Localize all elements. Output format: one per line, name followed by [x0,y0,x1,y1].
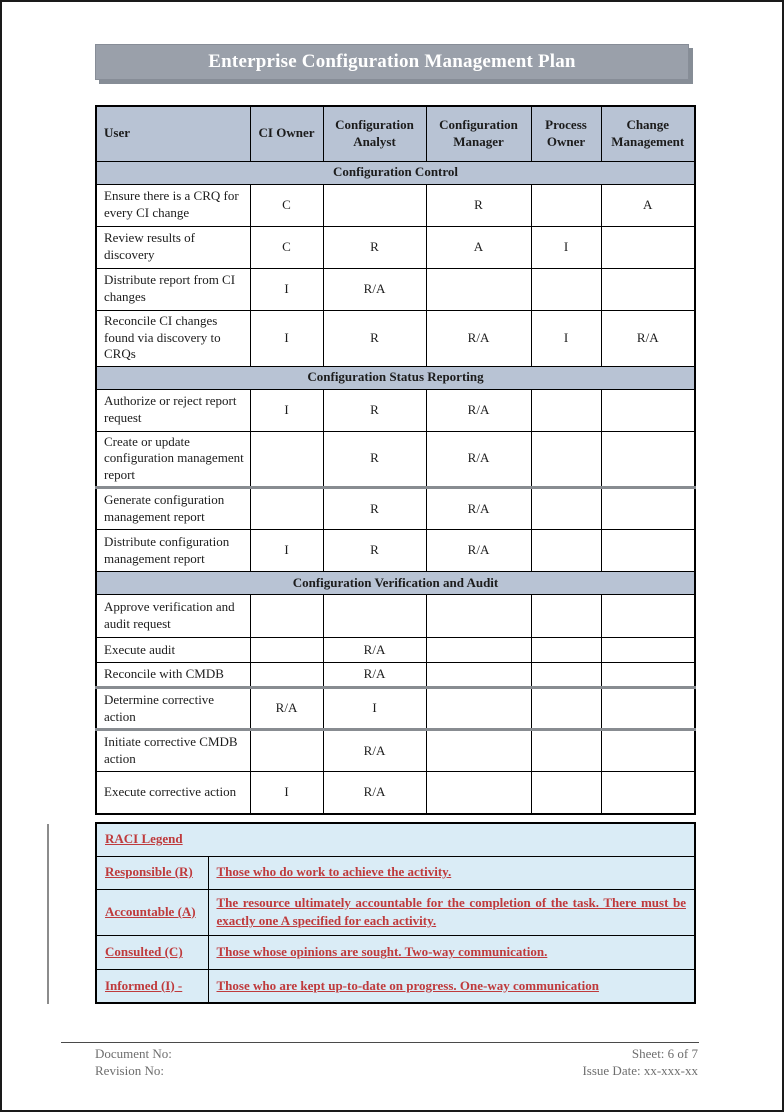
raci-cell [250,595,323,638]
raci-cell: R [323,488,426,530]
raci-cell [426,730,531,772]
legend-term: Responsible (R) [96,856,208,889]
raci-cell [601,268,695,310]
raci-cell: R/A [323,663,426,688]
raci-cell [250,638,323,663]
table-row [96,688,695,730]
raci-cell [426,595,531,638]
table-row [96,638,695,663]
activity-cell: Distribute configuration management report [96,530,250,572]
revision-change-bar [47,824,49,1004]
table-row [96,268,695,310]
raci-cell: I [323,688,426,730]
table-row [96,772,695,814]
legend-term: Accountable (A) [96,889,208,936]
legend-definition: Those who are kept up-to-date on progress. One-way communication [208,970,695,1003]
table-row [96,389,695,431]
raci-cell [531,184,601,226]
raci-cell [531,268,601,310]
raci-cell [250,431,323,488]
section-header-configuration-control [96,161,695,184]
document-title-bar [95,44,689,80]
raci-cell [531,431,601,488]
footer-right [582,1045,699,1079]
column-header-process-owner: Process Owner [531,106,601,161]
page-title: Enterprise Configuration Management Plan [208,51,576,72]
legend-header-row [96,823,695,856]
raci-cell: I [531,310,601,366]
raci-cell [601,730,695,772]
legend-term: Consulted (C) [96,936,208,970]
activity-cell: Ensure there is a CRQ for every CI change [96,184,250,226]
activity-cell: Review results of discovery [96,226,250,268]
raci-cell [531,730,601,772]
legend-row-responsible [96,856,695,889]
legend-row-consulted [96,936,695,970]
column-header-user: User [96,106,250,161]
raci-cell: R [323,389,426,431]
raci-cell [531,663,601,688]
raci-cell [601,688,695,730]
activity-cell: Authorize or reject report request [96,389,250,431]
sheet-number: Sheet: 6 of 7 [631,1046,698,1061]
raci-cell [531,688,601,730]
raci-cell [601,772,695,814]
raci-cell [250,730,323,772]
raci-cell [601,226,695,268]
raci-cell: I [250,530,323,572]
activity-cell: Reconcile CI changes found via discovery to CRQs [96,310,250,366]
raci-cell: I [250,268,323,310]
raci-cell [601,595,695,638]
raci-cell: I [531,226,601,268]
raci-cell: I [250,389,323,431]
legend-definition: Those who do work to achieve the activity. [208,856,695,889]
raci-matrix-table [95,105,696,815]
raci-cell: R/A [426,488,531,530]
legend-definition: The resource ultimately accountable for the completion of the task. There must be exactly one A specified for each activity. [208,889,695,936]
raci-cell: R/A [323,772,426,814]
revision-no-label: Revision No: [95,1063,164,1078]
raci-cell [426,663,531,688]
raci-cell [250,663,323,688]
raci-cell [426,638,531,663]
column-header-ci-owner: CI Owner [250,106,323,161]
footer-left [61,1045,172,1079]
table-row [96,595,695,638]
activity-cell: Reconcile with CMDB [96,663,250,688]
raci-cell: A [601,184,695,226]
table-header-row [96,106,695,161]
section-title: Configuration Status Reporting [96,366,695,389]
raci-cell [426,772,531,814]
table-row [96,184,695,226]
raci-cell: C [250,226,323,268]
section-title: Configuration Verification and Audit [96,572,695,595]
table-row [96,663,695,688]
raci-cell [601,663,695,688]
raci-cell [601,431,695,488]
table-row [96,310,695,366]
raci-cell: R/A [323,268,426,310]
section-title: Configuration Control [96,161,695,184]
raci-cell: R [323,310,426,366]
raci-cell [426,688,531,730]
raci-cell: C [250,184,323,226]
raci-cell: R/A [426,431,531,488]
raci-cell [601,389,695,431]
legend-row-accountable [96,889,695,936]
raci-cell [531,595,601,638]
raci-legend-table [95,822,696,1004]
activity-cell: Determine corrective action [96,688,250,730]
legend-title: RACI Legend [96,823,695,856]
raci-cell [601,488,695,530]
issue-date: Issue Date: xx-xxx-xx [582,1063,698,1078]
activity-cell: Execute corrective action [96,772,250,814]
raci-cell [250,488,323,530]
raci-cell: R/A [426,310,531,366]
raci-cell: R/A [323,730,426,772]
raci-cell [323,184,426,226]
raci-cell [531,638,601,663]
raci-cell [601,530,695,572]
raci-cell: I [250,772,323,814]
activity-cell: Generate configuration management report [96,488,250,530]
raci-cell: R/A [601,310,695,366]
table-row [96,730,695,772]
raci-cell: R [323,226,426,268]
raci-cell: R/A [426,389,531,431]
activity-cell: Initiate corrective CMDB action [96,730,250,772]
raci-cell [323,595,426,638]
page-footer [61,1042,699,1079]
section-header-configuration-verification-and-audit [96,572,695,595]
activity-cell: Approve verification and audit request [96,595,250,638]
raci-cell [531,488,601,530]
legend-row-informed [96,970,695,1003]
raci-cell [426,268,531,310]
raci-cell: R/A [323,638,426,663]
raci-cell [601,638,695,663]
raci-cell: R [426,184,531,226]
raci-cell [531,389,601,431]
raci-cell [531,530,601,572]
legend-definition: Those whose opinions are sought. Two-way communication. [208,936,695,970]
table-row [96,226,695,268]
table-row [96,530,695,572]
table-row [96,488,695,530]
raci-cell: R [323,530,426,572]
column-header-change-management: Change Management [601,106,695,161]
section-header-configuration-status-reporting [96,366,695,389]
column-header-configuration-analyst: Configuration Analyst [323,106,426,161]
activity-cell: Distribute report from CI changes [96,268,250,310]
table-row [96,431,695,488]
legend-term: Informed (I) - [96,970,208,1003]
raci-cell [531,772,601,814]
raci-cell: R [323,431,426,488]
column-header-configuration-manager: Configuration Manager [426,106,531,161]
activity-cell: Create or update configuration management report [96,431,250,488]
document-no-label: Document No: [95,1046,172,1061]
raci-cell: R/A [426,530,531,572]
raci-cell: R/A [250,688,323,730]
raci-cell: A [426,226,531,268]
raci-cell: I [250,310,323,366]
activity-cell: Execute audit [96,638,250,663]
